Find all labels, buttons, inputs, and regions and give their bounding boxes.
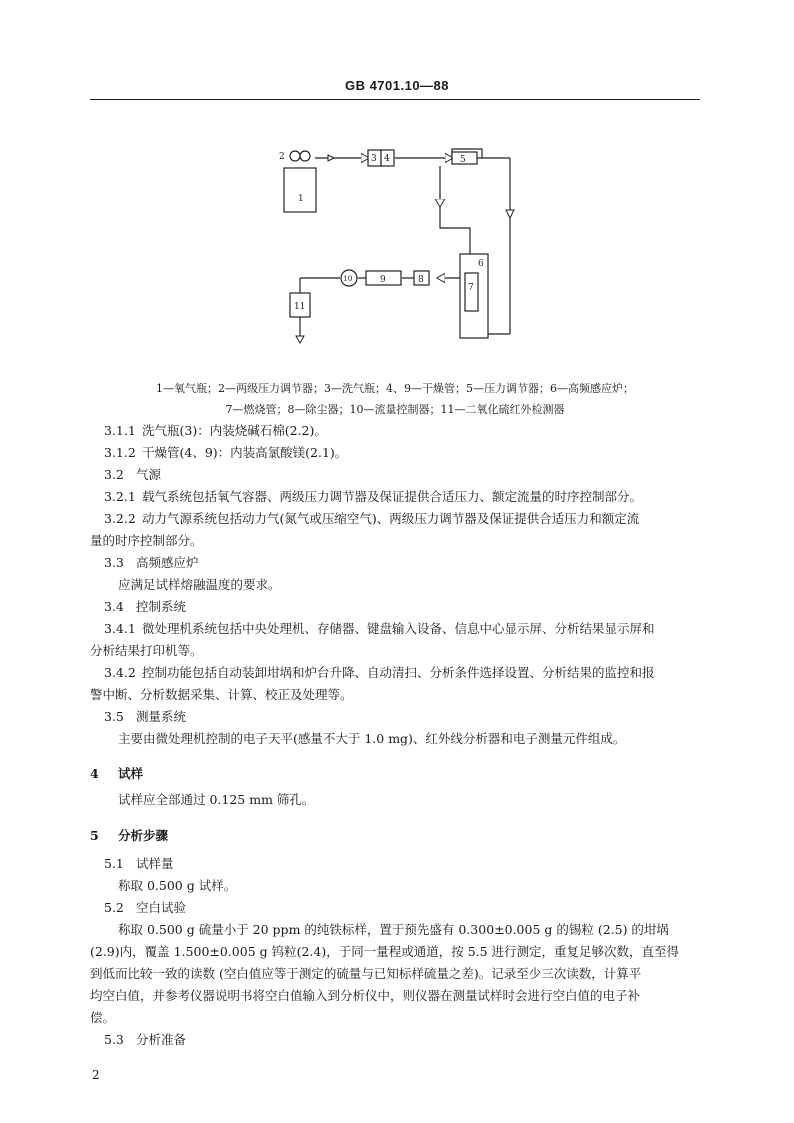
label-10: 10 [343, 274, 353, 283]
section-5-2-line-1: 称取 0.500 g 硫量小于 20 ppm 的纯铁标样，置于预先盛有 0.300±0.005 g 的锡粒 (2.5) 的坩埚 [118, 922, 669, 937]
section-3-4-1-line-2: 分析结果打印机等。 [90, 643, 203, 658]
label-7: 7 [468, 283, 474, 293]
apparatus-diagram [270, 138, 530, 348]
section-4-heading: 4 试样 [90, 766, 144, 781]
section-5-2-line-3: 到低而比较一致的读数 (空白值应等于测定的硫量与已知标样硫量之差)。记录至少三次读数，计算平 [90, 966, 642, 981]
label-6: 6 [478, 259, 484, 269]
section-3-2-1: 3.2.1 载气系统包括氧气容器、两级压力调节器及保证提供合适压力、额定流量的时序控制部分。 [104, 489, 643, 504]
section-3-2-heading: 3.2 气源 [104, 467, 162, 482]
label-5: 5 [460, 155, 466, 165]
section-3-4-heading: 3.4 控制系统 [104, 599, 187, 614]
section-5-2-line-2: (2.9)内，覆盖 1.500±0.005 g 钨粒(2.4)，于同一量程或通道，按 5.5 进行测定，重复足够次数，直至得 [90, 944, 680, 959]
section-5-1-heading: 5.1 试样量 [104, 856, 174, 871]
section-3-5-heading: 3.5 测量系统 [104, 709, 187, 724]
section-5-2-line-5: 偿。 [90, 1010, 116, 1025]
section-5-1-text: 称取 0.500 g 试样。 [118, 878, 237, 893]
section-3-5-text: 主要由微处理机控制的电子天平(感量不大于 1.0 mg)、红外线分析器和电子测量元件组成。 [118, 731, 626, 746]
label-2: 2 [279, 152, 285, 162]
section-4-text: 试样应全部通过 0.125 mm 筛孔。 [118, 792, 315, 807]
section-5-heading: 5 分析步骤 [90, 828, 169, 843]
section-3-4-2-line-1: 3.4.2 控制功能包括自动装卸坩埚和炉台升降、自动清扫、分析条件选择设置、分析结果的监控和报 [104, 665, 655, 680]
figure-caption-line-2: 7—燃烧管；8—除尘器；10—流量控制器；11—二氧化硫红外检测器 [225, 403, 565, 416]
label-11: 11 [294, 302, 306, 312]
label-3: 3 [371, 154, 377, 164]
page-header [0, 78, 794, 93]
page-number: 2 [92, 1068, 100, 1082]
section-3-2-2-line-1: 3.2.2 动力气源系统包括动力气(氮气或压缩空气)、两级压力调节器及保证提供合适压力和额定流 [104, 511, 640, 526]
label-4: 4 [384, 154, 390, 164]
header-rule [90, 99, 700, 100]
section-5-3-heading: 5.3 分析准备 [104, 1032, 187, 1047]
section-3-1-1: 3.1.1 洗气瓶(3)：内装烧碱石棉(2.2)。 [104, 423, 327, 438]
section-3-2-2-line-2: 量的时序控制部分。 [90, 533, 203, 548]
section-3-4-2-line-2: 警中断、分析数据采集、计算、校正及处理等。 [90, 687, 353, 702]
section-5-2-heading: 5.2 空白试验 [104, 900, 187, 915]
section-3-3-text: 应满足试样熔融温度的要求。 [118, 577, 281, 592]
standard-id: GB 4701.10—88 [344, 78, 450, 93]
label-8: 8 [418, 275, 424, 285]
figure-caption-line-1: 1—氧气瓶；2—两级压力调节器；3—洗气瓶；4、9—干燥管；5—压力调节器；6—高频感应炉； [156, 382, 634, 395]
label-1: 1 [298, 194, 304, 204]
label-9: 9 [380, 275, 386, 285]
section-3-1-2: 3.1.2 干燥管(4、9)：内装高氯酸镁(2.1)。 [104, 445, 348, 460]
section-5-2-line-4: 均空白值，并参考仪器说明书将空白值输入到分析仪中，则仪器在测量试样时会进行空白值的电子补 [90, 988, 641, 1003]
section-3-4-1-line-1: 3.4.1 微处理机系统包括中央处理机、存储器、键盘输入设备、信息中心显示屏、分析结果显示屏和 [104, 621, 655, 636]
section-3-3-heading: 3.3 高频感应炉 [104, 555, 199, 570]
